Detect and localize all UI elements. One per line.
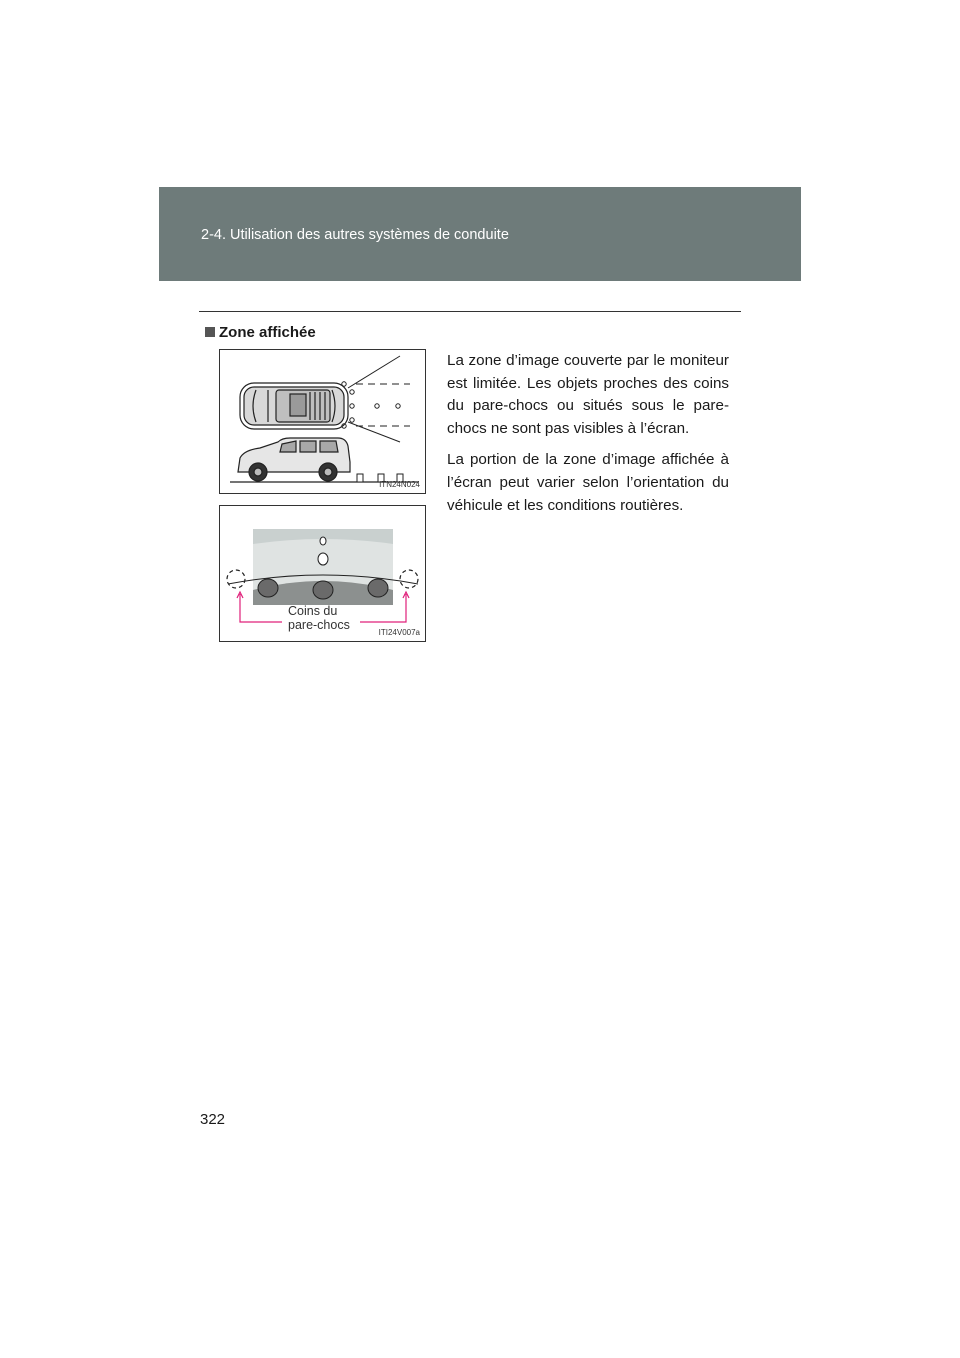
paragraph: La zone d’image couverte par le moniteur est limitée. Les objets proches des coins du pare-chocs ou situés sous le pare-chocs ne sont pas visibles à l’écran. [447,352,729,437]
square-bullet-icon [205,327,215,337]
divider [199,311,741,312]
figure-bumper-corners [219,505,426,642]
bumper-corners-label [288,604,350,632]
section-title-text: Zone affichée [219,324,316,341]
page-number: 322 [200,1111,226,1128]
vehicle-diagram [220,350,425,493]
figure-camera-coverage [219,349,426,494]
body-text [447,350,729,526]
label-line: pare-chocs [288,618,350,632]
page-header [159,187,801,281]
label-line: Coins du [288,604,338,618]
figure-code: ITI24V007a [378,628,420,637]
paragraph: La portion de la zone d’image affichée à l’écran peut varier selon l’orientation du véhicule et les conditions routières. [447,451,729,514]
header-section-title: 2-4. Utilisation des autres systèmes de conduite [201,227,509,243]
figure-code: ITN24N024 [379,480,420,489]
section-heading [205,324,316,341]
